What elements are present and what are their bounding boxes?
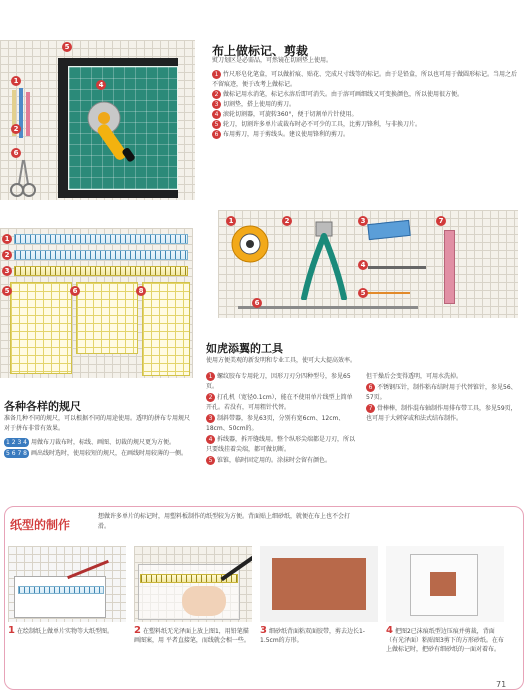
ruler-2: [14, 250, 188, 260]
item-text: 滚轮切割器，可旋转360°，便于切割单片针使用。: [223, 111, 358, 118]
marker-8: 8: [136, 286, 146, 296]
step-caption: [260, 626, 378, 645]
item-text: 布用剪刀，用于剪线头。建议使用锋利的剪刀。: [223, 131, 350, 138]
marker-3: 3: [2, 266, 12, 276]
section3-title: 如虎添翼的工具: [206, 342, 283, 355]
step-text: 细砂纸背面粘双面胶带，剪去边长1-1.5cm的方形。: [260, 628, 365, 644]
sandpaper: [272, 558, 366, 610]
list-item: [366, 404, 518, 424]
marker-5: 5: [62, 42, 72, 52]
grid-ruler-8: [142, 282, 190, 376]
list-item: [4, 438, 196, 448]
glue-pen: [444, 230, 455, 304]
list-item: [206, 372, 356, 392]
marker-2: 2: [282, 216, 292, 226]
item-number: 5 6 7 8: [6, 450, 27, 457]
item-number: 2: [206, 393, 215, 402]
section2-title: 各种各样的规尺: [4, 400, 81, 413]
list-item: [212, 100, 518, 110]
notions-tools-photo: [218, 210, 518, 318]
item-number: 6: [366, 383, 375, 392]
list-item: [212, 110, 518, 120]
step-number: 1: [8, 625, 15, 636]
step-number: 2: [134, 625, 141, 636]
section4-title: 纸型的制作: [10, 518, 71, 532]
section4-intro: 想做许多单片的标记时，用塑料板制作的纸型较为方便。背面贴上细砂纸，就便在布上也不会打滑。: [98, 513, 351, 530]
marker-7: 7: [436, 216, 446, 226]
ruler-1: [14, 234, 188, 244]
marker-5: 5: [2, 286, 12, 296]
marker-4: 4: [96, 80, 106, 90]
step-caption: [134, 626, 252, 645]
item-text: 制斜带器，参见63页，分别有宽6cm、12cm、18cm、50cm的。: [206, 415, 345, 432]
step-number: 3: [260, 625, 267, 636]
page-number: 71: [496, 680, 507, 689]
step1-photo: [8, 546, 126, 622]
item-number: 1: [206, 372, 215, 381]
step-text: 在绘制纸上做单片实物等大纸型图。: [16, 628, 113, 635]
marker-1: 1: [226, 216, 236, 226]
marker-1: 1: [2, 234, 12, 244]
list-item: [212, 70, 518, 90]
item-number: 1 2 3 4: [6, 439, 27, 446]
rulers-photo: [0, 228, 193, 378]
marker-5: 5: [358, 288, 368, 298]
item-number: 7: [366, 404, 375, 413]
seam-ripper: [368, 266, 426, 269]
marker-6: 6: [11, 148, 21, 158]
bias-tape-roll-icon: [230, 224, 270, 264]
step3-photo: [260, 546, 378, 622]
list-item: [206, 393, 356, 413]
marker-3: 3: [358, 216, 368, 226]
step-text: 在塑料纸无光泽面上放上图1，用铅笔描画图案，用 平者直接笔，而线就会相一些。: [134, 628, 250, 644]
marker-4: 4: [358, 260, 368, 270]
list-item: [212, 130, 518, 140]
grid-ruler-5: [10, 282, 72, 374]
list-item: [366, 383, 518, 403]
item-number: 6: [212, 130, 221, 139]
step1-ruler: [18, 586, 104, 594]
list-item: [212, 90, 518, 100]
item-text: 但干燥后会变得透明，可用水洗掉。: [366, 373, 463, 380]
list-item: [206, 414, 356, 434]
marker-6: 6: [252, 298, 262, 308]
item-number: 5: [212, 120, 221, 129]
item-number: 3: [212, 100, 221, 109]
step-number: 4: [386, 625, 393, 636]
awl-stick: [366, 292, 410, 294]
hand: [182, 586, 226, 616]
scissors-icon: [8, 158, 38, 200]
rotary-cutter-icon: [84, 96, 144, 166]
bias-tape-maker: [367, 220, 410, 240]
ruler-3: [14, 266, 188, 276]
step-caption: [8, 626, 126, 636]
item-text: 骨棒棒，制作混布轴制作用排布带工具，参见59页，也可用于大刺穿或和法式结布制作。: [366, 405, 517, 422]
item-number: 2: [212, 90, 221, 99]
item-text: 画出线时选时，使用较短的规尺，在画线时用较薄的一侧。: [31, 450, 188, 457]
item-text: 拆线器，拆开缝线用。整个纵形尖端都是刀刃，所以只要线挂着尖端，都可做切断。: [206, 436, 356, 453]
long-turning-tool: [238, 306, 418, 309]
section1-title: 布上做标记、剪裁: [212, 44, 309, 58]
marker-2: 2: [2, 250, 12, 260]
step4-photo: [386, 546, 504, 622]
item-number: 4: [212, 110, 221, 119]
marker-6: 6: [70, 286, 80, 296]
item-number: 1: [212, 70, 221, 79]
item-text: 锥锥，临时固定用的。涂抹时会留有颜色。: [217, 457, 332, 464]
item-text: 螺纹胶布专用轮刀，因形刀刃分四种型号，参见65页。: [206, 373, 351, 390]
item-text: 竹尺形皂化笔盒，可以做折痕、贴花、完成尺寸线等的标记。由于是铅盒，所以也可用于做圆形标记。当用之后不留痕迹，便于改考上做标记。: [212, 71, 518, 88]
marker-1: 1: [11, 76, 21, 86]
marking-pen-pink: [26, 92, 30, 136]
item-number: 5: [206, 456, 215, 465]
grid-ruler-6: [76, 282, 138, 354]
step2-photo: [134, 546, 252, 622]
step-caption: [386, 626, 504, 654]
item-text: 做标记用水消笔，标记水溶后即可消失。由于溶可画细线又可变换颜色，所以使用很方便。: [223, 91, 464, 98]
item-number: 3: [206, 414, 215, 423]
section3-intro: 使用方便美观的新发明和专业工具，使可大大提高效率。: [206, 357, 357, 364]
item-text: 用做布刀裁布时，标线、画图、切裁的规尺更为方便。: [31, 439, 176, 446]
item-text: 打孔机（宽径0.1cm），能在不使用单片线型上简单开孔。若没有，可用粗针代替。: [206, 394, 353, 411]
section1-intro: 熨刀划区是必需品，可然镜在切割垫上使用。: [212, 57, 333, 64]
list-item: [212, 120, 518, 130]
list-item: [366, 372, 518, 382]
pattern-paper: [14, 576, 106, 618]
list-item: [206, 456, 356, 466]
list-item: [206, 435, 356, 455]
step-text: 把图2已沫痕纸型边压痕并剪裁，背面（有光泽面）粘贴图3剪下的方形砂纸。在布上做标记时，把砂有细砂纸的一面对着布。: [386, 628, 504, 653]
sandpaper-square: [430, 572, 456, 596]
item-text: 轮刀，切割许多单片或裁布时必不可少的工具，比剪刀锋利，与非换刀片。: [223, 121, 422, 128]
hole-punch-pliers-icon: [294, 220, 354, 300]
cutting-tools-photo: [0, 40, 195, 200]
list-item: [4, 449, 196, 459]
item-number: 4: [206, 435, 215, 444]
item-text: 不锈钢压针，制作粘布结时用于代替锥针，参见56、57页。: [366, 384, 517, 401]
marker-2: 2: [11, 124, 21, 134]
section2-intro: 准备几种不同的规尺，可以根据不同的用途使用。透明的拼布专用规尺对于拼布非常有效果。: [4, 415, 191, 432]
item-text: 切割垫，搭上使用的剪刀。: [223, 101, 296, 108]
